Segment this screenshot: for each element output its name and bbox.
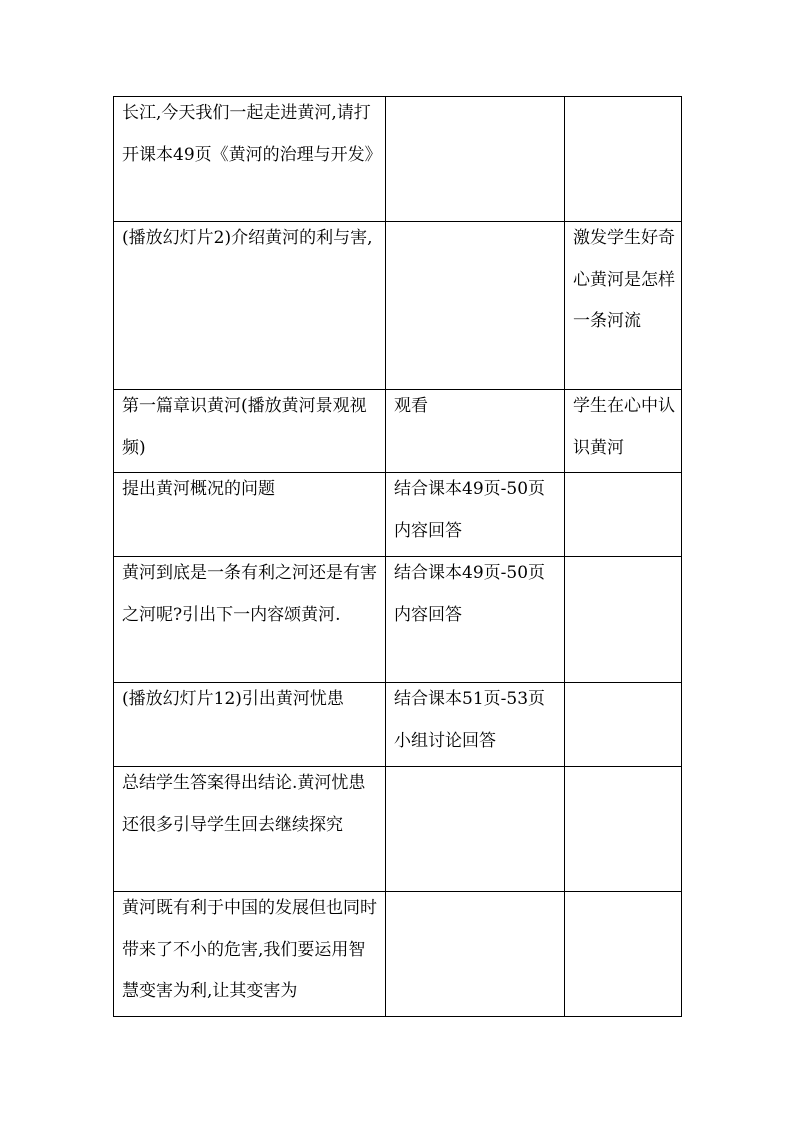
student-activity-cell (386, 892, 565, 1017)
table-row (114, 390, 682, 473)
design-intent-cell (565, 557, 682, 683)
student-activity-cell (386, 97, 565, 222)
teacher-activity-cell: (播放幻灯片2)介绍黄河的利与害, (114, 222, 386, 390)
design-intent-cell: 激发学生好奇心黄河是怎样一条河流 (565, 222, 682, 390)
design-intent-cell (565, 97, 682, 222)
design-intent-cell (565, 683, 682, 767)
teacher-activity-cell: 第一篇章识黄河(播放黄河景观视频) (114, 390, 386, 473)
student-activity-cell: 结合课本51页-53页小组讨论回答 (386, 683, 565, 767)
student-activity-cell: 结合课本49页-50页内容回答 (386, 473, 565, 557)
table-row (114, 557, 682, 683)
design-intent-cell: 学生在心中认识黄河 (565, 390, 682, 473)
teacher-activity-cell: 总结学生答案得出结论.黄河忧患还很多引导学生回去继续探究 (114, 767, 386, 892)
teacher-activity-cell: 黄河到底是一条有利之河还是有害之河呢?引出下一内容颂黄河. (114, 557, 386, 683)
table-row (114, 683, 682, 767)
design-intent-cell (565, 892, 682, 1017)
design-intent-cell (565, 473, 682, 557)
teacher-activity-cell: 黄河既有利于中国的发展但也同时带来了不小的危害,我们要运用智慧变害为利,让其变害为 (114, 892, 386, 1017)
teacher-activity-cell: 长江,今天我们一起走进黄河,请打开课本49页《黄河的治理与开发》 (114, 97, 386, 222)
table-row (114, 222, 682, 390)
student-activity-cell (386, 222, 565, 390)
student-activity-cell (386, 767, 565, 892)
lesson-plan-table (113, 96, 682, 1017)
table-row (114, 767, 682, 892)
teacher-activity-cell: 提出黄河概况的问题 (114, 473, 386, 557)
teacher-activity-cell: (播放幻灯片12)引出黄河忧患 (114, 683, 386, 767)
table-row (114, 97, 682, 222)
student-activity-cell: 观看 (386, 390, 565, 473)
student-activity-cell: 结合课本49页-50页内容回答 (386, 557, 565, 683)
design-intent-cell (565, 767, 682, 892)
table-row (114, 892, 682, 1017)
table-row (114, 473, 682, 557)
